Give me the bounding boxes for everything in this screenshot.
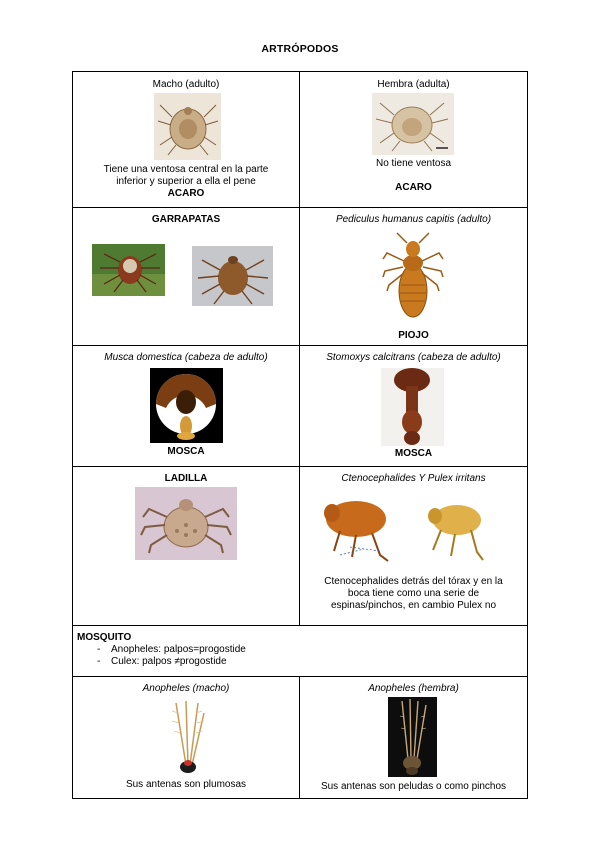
caption-musca: Musca domestica (cabeza de adulto) <box>104 352 268 363</box>
caption-anopheles-female: Anopheles (hembra) <box>368 683 459 694</box>
cell-anopheles-female <box>300 677 528 799</box>
caption-pulgas: Ctenocephalides Y Pulex irritans <box>341 473 486 484</box>
name-piojo: PIOJO <box>398 330 429 341</box>
desc-anopheles-male: Sus antenas son plumosas <box>125 779 247 790</box>
stomoxys-head-image <box>381 368 444 446</box>
arthropod-table <box>72 71 528 799</box>
table-row-moscas <box>73 346 528 467</box>
musca-head-image <box>150 368 223 443</box>
desc-pulgas-line3: espinas/pinchos, en cambio Pulex no <box>330 600 497 611</box>
name-acaro-female: ACARO <box>395 182 432 193</box>
name-garrapatas: GARRAPATAS <box>151 214 221 225</box>
desc-acaro-male-line1: Tiene una ventosa central en la parte <box>103 164 269 175</box>
name-stomoxys: MOSCA <box>394 448 433 459</box>
caption-stomoxys: Stomoxys calcitrans (cabeza de adulto) <box>326 352 501 363</box>
pulex-image <box>419 494 489 568</box>
tick-image-1 <box>92 244 165 296</box>
cell-mosquito <box>73 626 528 677</box>
caption-acaro-male: Macho (adulto) <box>152 79 220 90</box>
list-item: - Culex: palpos ≠progostide <box>97 656 246 668</box>
cell-pulgas <box>300 467 528 626</box>
ladilla-image <box>135 487 237 560</box>
caption-acaro-female: Hembra (adulta) <box>377 79 450 90</box>
cell-stomoxys <box>300 346 528 467</box>
caption-piojo: Pediculus humanus capitis (adulto) <box>335 214 492 225</box>
table-row-anopheles <box>73 677 528 799</box>
louse-image <box>377 229 449 325</box>
mite-female-image <box>372 93 454 155</box>
ctenocephalides-image <box>320 491 394 565</box>
tick-image-2 <box>192 246 273 306</box>
cell-acaro-female <box>300 72 528 208</box>
desc-pulgas-line1: Ctenocephalides detrás del tórax y en la <box>324 576 503 587</box>
desc-acaro-male-line2: inferior y superior a ella el pene <box>116 176 256 187</box>
list-item: - Anopheles: palpos=progostide <box>97 644 246 656</box>
desc-pulgas-line2: boca tiene como una serie de <box>347 588 480 599</box>
table-row-acaro <box>73 72 528 208</box>
name-ladilla: LADILLA <box>164 473 208 484</box>
mite-male-image <box>154 93 221 160</box>
desc-acaro-female: No tiene ventosa <box>375 158 452 169</box>
cell-garrapatas <box>73 208 300 346</box>
table-row-garrapatas-piojo <box>73 208 528 346</box>
table-row-ladilla-pulgas <box>73 467 528 626</box>
cell-piojo <box>300 208 528 346</box>
anopheles-male-image <box>166 699 211 775</box>
table-row-mosquito <box>73 626 528 677</box>
name-musca: MOSCA <box>167 446 205 457</box>
mosquito-list <box>97 644 246 668</box>
cell-musca <box>73 346 300 467</box>
desc-anopheles-female: Sus antenas son peludas o como pinchos <box>320 781 507 792</box>
cell-anopheles-male <box>73 677 300 799</box>
caption-anopheles-male: Anopheles (macho) <box>142 683 230 694</box>
cell-ladilla <box>73 467 300 626</box>
mosquito-heading: MOSQUITO <box>77 632 132 643</box>
anopheles-female-image <box>388 697 437 777</box>
cell-acaro-male <box>73 72 300 208</box>
name-acaro-male: ACARO <box>167 188 205 199</box>
page-title: ARTRÓPODOS <box>261 43 339 55</box>
